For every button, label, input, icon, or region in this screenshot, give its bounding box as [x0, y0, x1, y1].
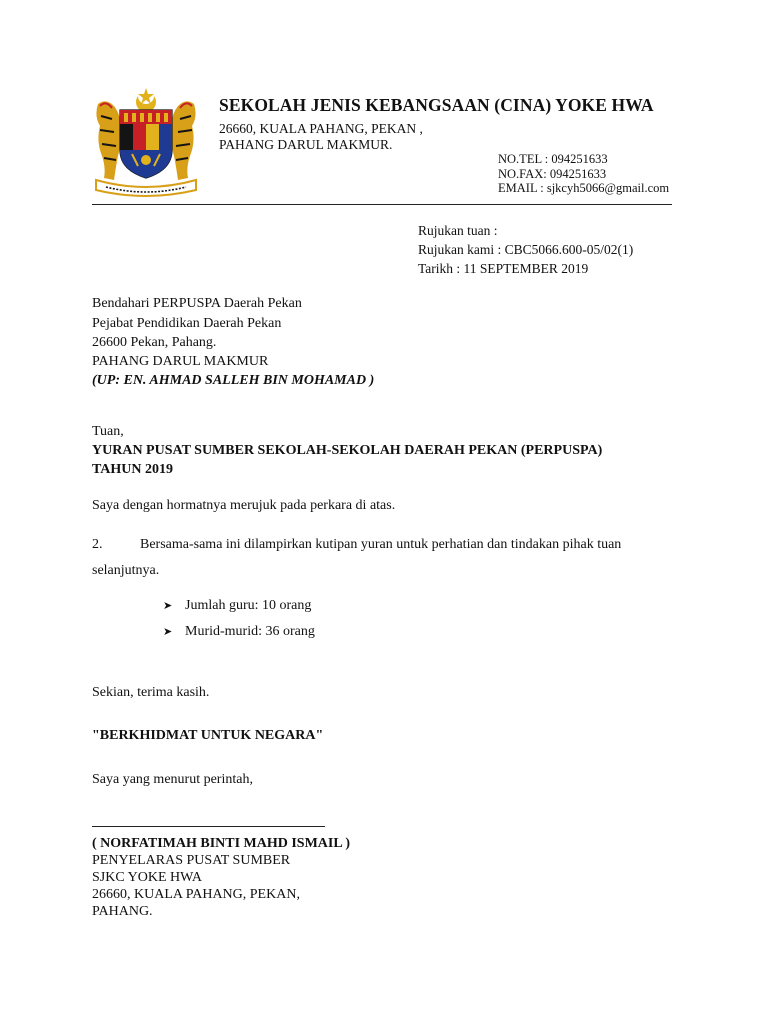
- bullet-text: Jumlah guru: 10 orang: [185, 598, 312, 613]
- recipient-line4: PAHANG DARUL MAKMUR: [92, 354, 269, 369]
- school-address-line2: PAHANG DARUL MAKMUR.: [219, 137, 393, 152]
- list-item: [163, 598, 311, 614]
- sign-off: Saya yang menurut perintah,: [92, 772, 253, 787]
- subject-line1: YURAN PUSAT SUMBER SEKOLAH-SEKOLAH DAERAH PEKAN (PERPUSPA): [92, 443, 603, 458]
- shield-icon: [120, 110, 172, 178]
- signatory-school: SJKC YOKE HWA: [92, 870, 202, 885]
- recipient-line2: Pejabat Pendidikan Daerah Pekan: [92, 316, 282, 331]
- school-address-line1: 26660, KUALA PAHANG, PEKAN ,: [219, 121, 423, 136]
- arrow-bullet-icon: ➤: [163, 626, 173, 638]
- rujukan-kami: Rujukan kami : CBC5066.600-05/02(1): [418, 242, 634, 257]
- signatory-name: ( NORFATIMAH BINTI MAHD ISMAIL ): [92, 836, 351, 851]
- list-item: [163, 624, 315, 640]
- left-tiger-icon: [96, 101, 120, 180]
- tarikh: Tarikh : 11 SEPTEMBER 2019: [418, 261, 589, 276]
- paragraph-2-line2: selanjutnya.: [92, 563, 160, 578]
- closing: Sekian, terima kasih.: [92, 685, 210, 700]
- school-fax: NO.FAX: 094251633: [498, 167, 607, 181]
- school-email: EMAIL : sjkcyh5066@gmail.com: [498, 181, 670, 195]
- bullet-text: Murid-murid: 36 orang: [185, 624, 315, 639]
- rujukan-tuan: Rujukan tuan :: [418, 223, 498, 238]
- recipient-line1: Bendahari PERPUSPA Daerah Pekan: [92, 296, 302, 311]
- salutation: Tuan,: [92, 424, 124, 439]
- right-tiger-icon: [171, 101, 195, 180]
- school-name: SEKOLAH JENIS KEBANGSAAN (CINA) YOKE HWA: [219, 95, 654, 115]
- arrow-bullet-icon: ➤: [163, 600, 173, 612]
- signatory-address1: 26660, KUALA PAHANG, PEKAN,: [92, 887, 300, 902]
- coat-of-arms-logo: [92, 86, 200, 198]
- paragraph-2-line1: Bersama-sama ini dilampirkan kutipan yuran untuk perhatian dan tindakan pihak tuan: [140, 537, 622, 552]
- paragraph-1: Saya dengan hormatnya merujuk pada perkara di atas.: [92, 498, 396, 513]
- recipient-attention: (UP: EN. AHMAD SALLEH BIN MOHAMAD ): [92, 373, 375, 388]
- signatory-address2: PAHANG.: [92, 904, 153, 919]
- signatory-title: PENYELARAS PUSAT SUMBER: [92, 853, 291, 868]
- motto: "BERKHIDMAT UNTUK NEGARA": [92, 728, 324, 743]
- signature-line: [92, 826, 325, 827]
- letterhead-divider: [92, 204, 672, 205]
- school-tel: NO.TEL : 094251633: [498, 152, 608, 166]
- paragraph-2-number: 2.: [92, 537, 103, 552]
- recipient-line3: 26600 Pekan, Pahang.: [92, 335, 217, 350]
- subject-line2: TAHUN 2019: [92, 462, 174, 477]
- crescent-star-icon: [136, 88, 156, 112]
- motto-banner: [96, 180, 196, 196]
